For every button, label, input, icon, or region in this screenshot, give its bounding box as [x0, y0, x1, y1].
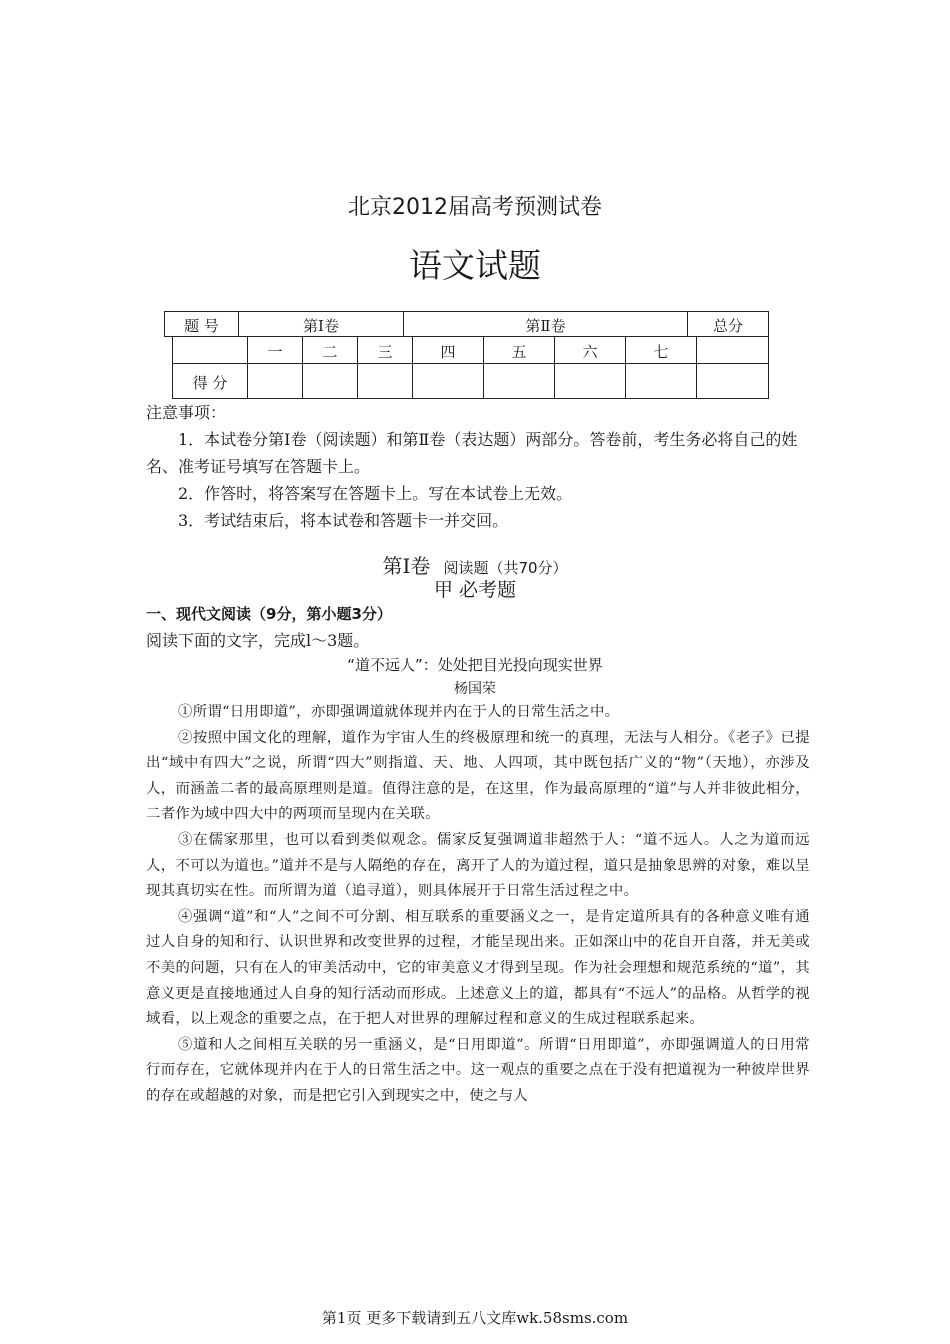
article-title: “道不远人”：处处把目光投向现实世界 — [347, 656, 603, 674]
table-col-5: 五 — [511, 343, 527, 361]
article-paragraph-4: ④强调“道”和“人”之间不可分割、相互联系的重要涵义之一，是肯定道所具有的各种意义唯有通过人自身的知和行、认识世界和改变世界的过程，才能呈现出来。正如深山中的花自开自落，并无美或不美的问题，只有在人的审美活动中，它的审美意义才得到呈现。作为社会理想和规范系统的“道”，其意义更是直接地通过人自身的知行活动而形成。上述意义上的道，都具有“不远人”的品格。从哲学的视域看，以上观念的重要之点，在于把人对世界的理解过程和意义的生成过程联系起来。 — [146, 908, 810, 1028]
page-footer: 第1页 更多下载请到五八文库wk.58sms.com — [321, 1309, 629, 1327]
volume-label: 第Ⅰ卷 — [382, 554, 431, 578]
part-heading: 甲 必考题 — [433, 579, 517, 601]
table-col-1: 一 — [267, 343, 283, 361]
article-paragraph-1: ①所谓“日用即道”，亦即强调道就体现并内在于人的日常生活之中。 — [178, 704, 620, 720]
table-col-2: 二 — [322, 343, 338, 361]
table-header-vol2: 第Ⅱ卷 — [525, 317, 566, 335]
article-paragraph-3: ③在儒家那里，也可以看到类似观念。儒家反复强调道非超然于人：“道不远人。人之为道而远人，不可以为道也。”道并不是与人隔绝的存在，离开了人的为道过程，道只是抽象思辨的对象，难以呈现其真切实在性。而所谓为道（追寻道），则具体展开于日常生活过程之中。 — [146, 831, 810, 900]
table-header-total: 总分 — [712, 317, 743, 335]
article-paragraph-5: ⑤道和人之间相互关联的另一重涵义，是“日用即道”。所谓“日用即道”，亦即强调道人的日用常行而存在，它就体现并内在于人的日常生活之中。这一观点的重要之点在于没有把道视为一种彼岸世界的存在或超越的对象，而是把它引入到现实之中，使之与人 — [146, 1036, 810, 1104]
table-header-question-no: 题 号 — [184, 317, 219, 335]
table-col-7: 七 — [653, 343, 669, 361]
exam-title: 北京2012届高考预测试卷 — [348, 195, 602, 220]
article-body — [146, 700, 810, 1110]
table-col-4: 四 — [440, 343, 456, 361]
table-score-label: 得 分 — [192, 374, 228, 392]
question-heading: 一、现代文阅读（9分，第小题3分） — [146, 605, 392, 623]
question-instruction: 阅读下面的文字，完成l～3题。 — [146, 631, 370, 650]
notes-item-1: 1．本试卷分第Ⅰ卷（阅读题）和第Ⅱ卷（表达题）两部分。答卷前，考生务必将自己的姓名、准考证号填写在答题卡上。 — [146, 430, 798, 476]
notes-item-2: 2．作答时，将答案写在答题卡上。写在本试卷上无效。 — [178, 484, 573, 503]
volume-desc: 阅读题（共70分） — [443, 559, 568, 577]
notes-section — [146, 399, 816, 534]
table-col-3: 三 — [377, 343, 393, 361]
table-header-vol1: 第Ⅰ卷 — [303, 317, 339, 335]
notes-item-3: 3．考试结束后，将本试卷和答题卡一并交回。 — [178, 511, 509, 530]
article-paragraph-2: ②按照中国文化的理解，道作为宇宙人生的终极原理和统一的真理，无法与人相分。《老子》已提出“域中有四大”之说，所谓“四大”则指道、天、地、人四项，其中既包括广义的“物”（天地），亦涉及人，而涵盖二者的最高原理则是道。值得注意的是，在这里，作为最高原理的“道”与人并非彼此相分，二者作为域中四大中的两项而呈现内在关联。 — [146, 729, 810, 823]
notes-heading: 注意事项： — [146, 403, 227, 422]
article-author: 杨国荣 — [454, 681, 496, 697]
table-col-6: 六 — [582, 343, 598, 361]
exam-subject-title: 语文试题 — [409, 246, 541, 285]
